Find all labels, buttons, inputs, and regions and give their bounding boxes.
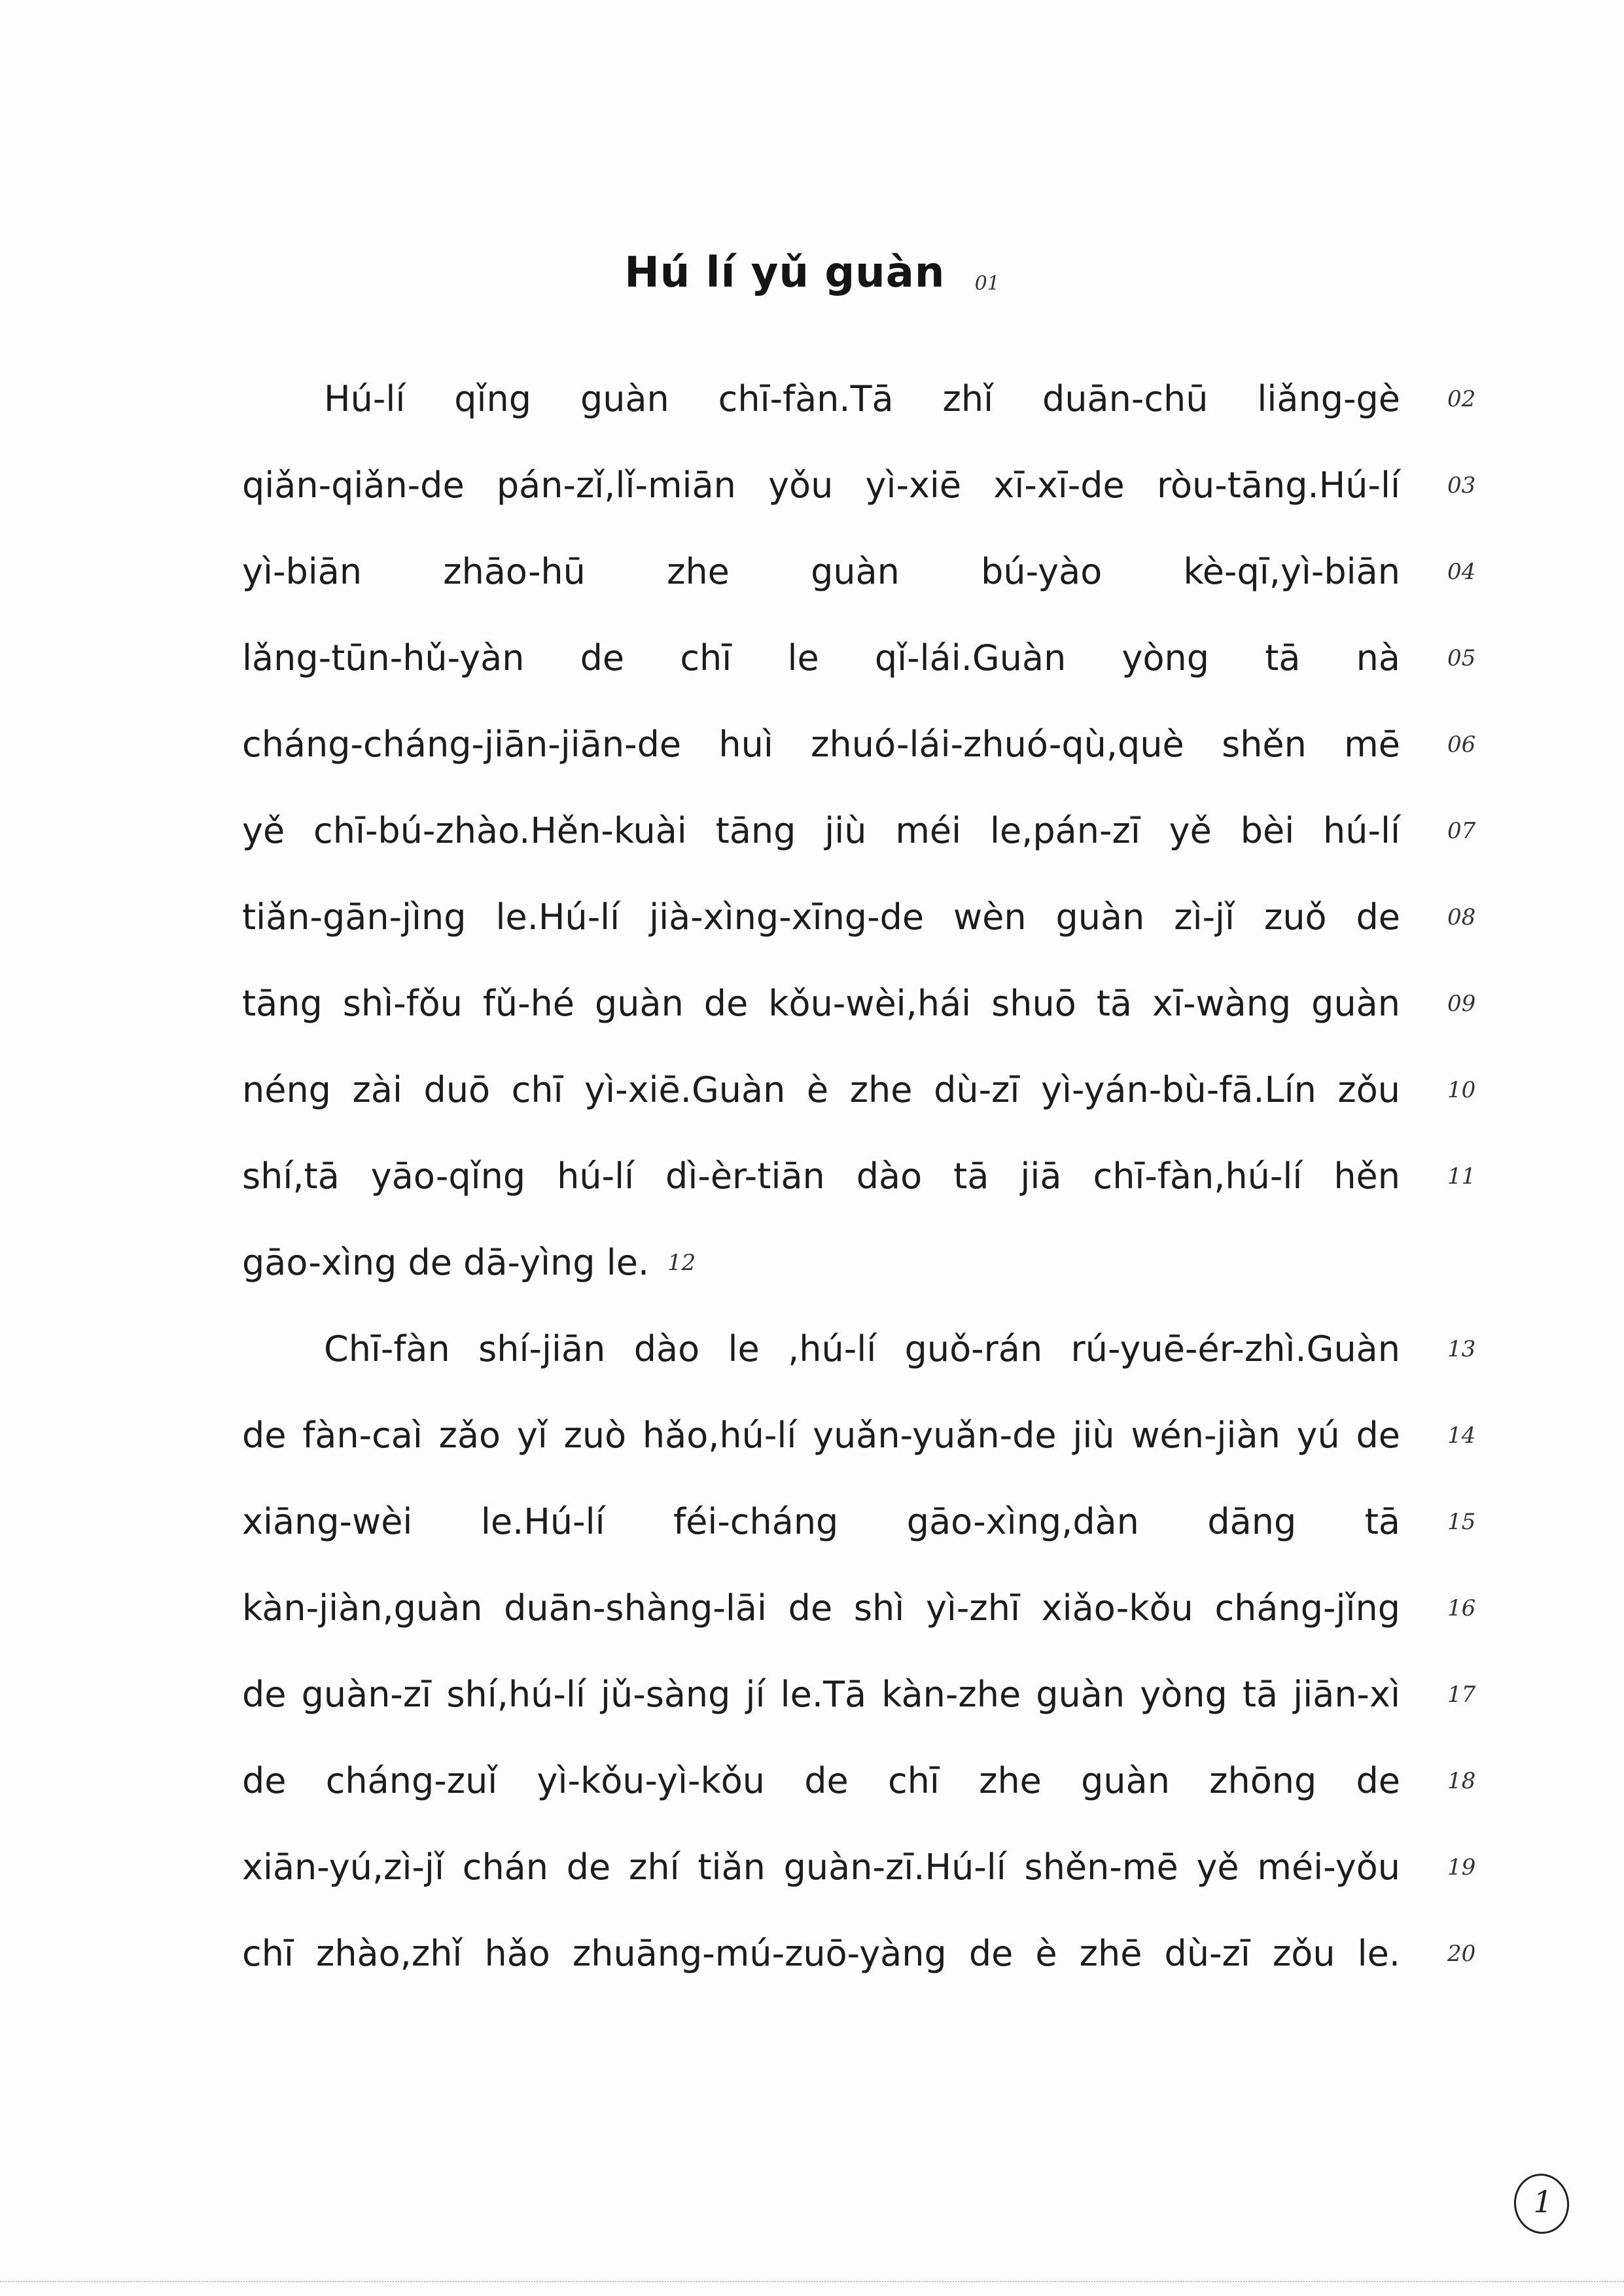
line-number: 16: [1447, 1595, 1476, 1621]
text-line: tāng shì-fǒu fǔ-hé guàn de kǒu-wèi,hái shuō tā xī-wàng guàn: [242, 983, 1400, 1024]
text-line: yì-biān zhāo-hū zhe guàn bú-yào kè-qī,yì-biān: [242, 551, 1400, 592]
text-line: qiǎn-qiǎn-de pán-zǐ,lǐ-miān yǒu yì-xiē xī-xī-de ròu-tāng.Hú-lí: [242, 465, 1400, 506]
scan-edge-divider: [0, 2281, 1624, 2284]
text-line: tiǎn-gān-jìng le.Hú-lí jià-xìng-xīng-de wèn guàn zì-jǐ zuǒ de: [242, 896, 1400, 938]
title-line-number: 01: [974, 272, 1000, 295]
text-line: kàn-jiàn,guàn duān-shàng-lāi de shì yì-zhī xiǎo-kǒu cháng-jǐng: [242, 1587, 1400, 1629]
line-number: 06: [1447, 732, 1476, 758]
line-number: 08: [1447, 904, 1476, 930]
line-number: 11: [1447, 1163, 1476, 1190]
text-line: xiān-yú,zì-jǐ chán de zhí tiǎn guàn-zī.Hú-lí shěn-mē yě méi-yǒu: [242, 1846, 1400, 1888]
line-number: 02: [1447, 386, 1476, 412]
line-number: 03: [1447, 472, 1476, 499]
line-number: 17: [1447, 1682, 1476, 1708]
line-number: 20: [1447, 1941, 1476, 1967]
text-line: cháng-cháng-jiān-jiān-de huì zhuó-lái-zhuó-qù,què shěn mē: [242, 724, 1400, 765]
text-line: de guàn-zī shí,hú-lí jǔ-sàng jí le.Tā kàn-zhe guàn yòng tā jiān-xì: [242, 1674, 1400, 1715]
line-number: 05: [1447, 645, 1476, 671]
text-line: xiāng-wèi le.Hú-lí féi-cháng gāo-xìng,dàn dāng tā: [242, 1501, 1400, 1542]
text-line: yě chī-bú-zhào.Hěn-kuài tāng jiù méi le,pán-zī yě bèi hú-lí: [242, 810, 1400, 851]
text-line: shí,tā yāo-qǐng hú-lí dì-èr-tiān dào tā jiā chī-fàn,hú-lí hěn: [242, 1156, 1400, 1197]
page-number: 1: [1533, 2184, 1553, 2219]
text-line: lǎng-tūn-hǔ-yàn de chī le qǐ-lái.Guàn yòng tā nà: [242, 637, 1400, 679]
line-number: 04: [1447, 559, 1476, 585]
text-line: de cháng-zuǐ yì-kǒu-yì-kǒu de chī zhe guàn zhōng de: [242, 1760, 1400, 1801]
text-line: chī zhào,zhǐ hǎo zhuāng-mú-zuō-yàng de è zhē dù-zī zǒu le.: [242, 1933, 1400, 1974]
title-row: [0, 249, 1624, 297]
text-line: gāo-xìng de dā-yìng le.: [242, 1242, 650, 1283]
text-line: néng zài duō chī yì-xiē.Guàn è zhe dù-zī yì-yán-bù-fā.Lín zǒu: [242, 1069, 1400, 1110]
line-number: 10: [1447, 1077, 1476, 1103]
line-number: 18: [1447, 1768, 1476, 1794]
page-title: Hú lí yǔ guàn: [624, 249, 945, 297]
line-number: 19: [1447, 1854, 1476, 1881]
line-number: 12: [667, 1250, 696, 1276]
line-number: 07: [1447, 818, 1476, 844]
text-line: de fàn-caì zǎo yǐ zuò hǎo,hú-lí yuǎn-yuǎn-de jiù wén-jiàn yú de: [242, 1415, 1400, 1456]
text-line: Hú-lí qǐng guàn chī-fàn.Tā zhǐ duān-chū liǎng-gè: [324, 378, 1400, 419]
text-line: Chī-fàn shí-jiān dào le ,hú-lí guǒ-rán rú-yuē-ér-zhì.Guàn: [324, 1328, 1400, 1369]
line-number: 14: [1447, 1422, 1476, 1449]
line-number: 13: [1447, 1336, 1476, 1362]
line-number: 09: [1447, 991, 1476, 1017]
line-number: 15: [1447, 1509, 1476, 1535]
